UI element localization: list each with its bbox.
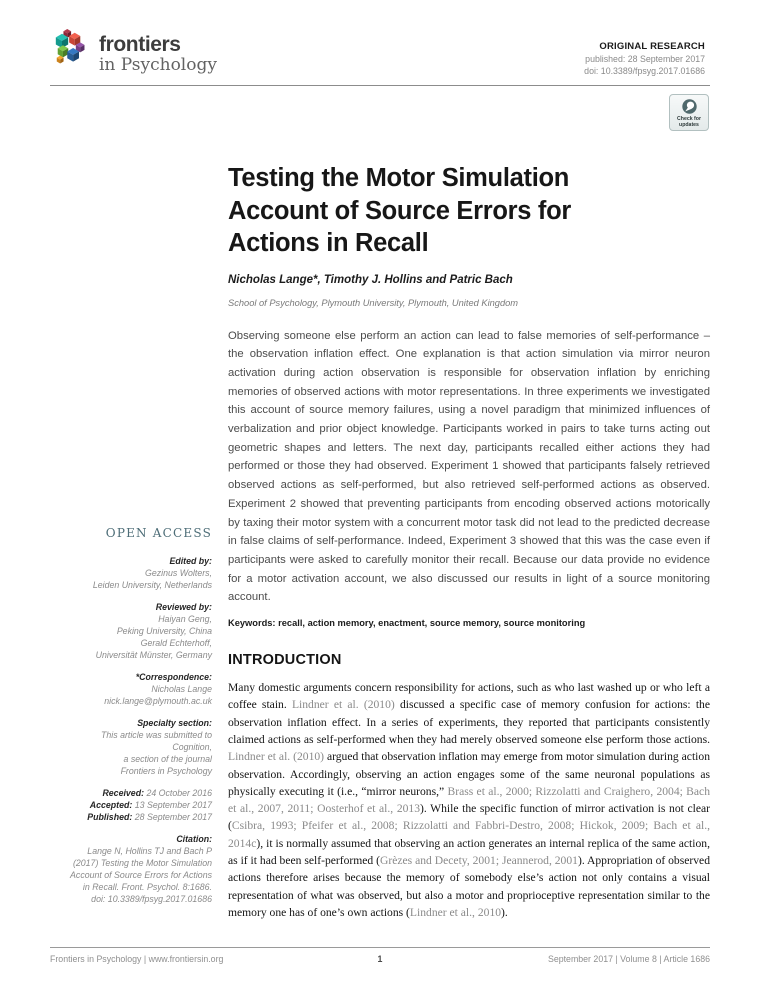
article-type-label: ORIGINAL RESEARCH — [599, 41, 705, 52]
body-text: ). Appropriation of observed actions therefore arises because the memory of somebody else’s action not only contains a visual representation of what was observed, but also a motor and proprioceptive representation similar to the memory one has of one’s own actions ( — [228, 854, 710, 919]
sidebar-group — [50, 555, 212, 591]
body-text: argued that observation inflation may emerge from motor simulation during action observation. Accordingly, observing an action engages some of the same neuronal populations as physically executing it (i.e., “mirror neurons,” — [228, 750, 710, 798]
sidebar-line: Account of Source Errors for Actions — [70, 870, 212, 880]
footer-journal-url[interactable]: Frontiers in Psychology | www.frontiersin.org — [50, 954, 224, 964]
body-text: ). — [501, 905, 508, 919]
sidebar-group — [50, 717, 212, 777]
citation-link[interactable]: Lindner et al. (2010) — [291, 698, 395, 712]
introduction-heading: INTRODUCTION — [228, 652, 342, 669]
footer-issue-info: September 2017 | Volume 8 | Article 1686 — [547, 954, 710, 964]
sidebar-date-line: Received: 24 October 2016 — [102, 788, 212, 798]
authors-line: Nicholas Lange*, Timothy J. Hollins and Patric Bach — [228, 273, 513, 286]
article-meta — [584, 41, 705, 77]
title-line: Testing the Motor Simulation — [228, 164, 570, 192]
citation-link[interactable]: Brass et al., 2000; Rizzolatti and Craighero, 2004; Bach et al., 2007, 2011; Oosterhof et al., 2013 — [228, 784, 710, 816]
sidebar-group-label: Edited by: — [169, 556, 212, 566]
sidebar-group-label: Specialty section: — [137, 718, 212, 728]
body-text: discussed a specific case of memory confusion for actions: the observation inflation effect. In a series of experiments, they reported that participants consistently claimed actions as self-performed when they had merely observed someone else perform those actions. — [228, 698, 710, 746]
sidebar-group-label: Citation: — [176, 834, 212, 844]
check-for-updates-badge[interactable] — [669, 94, 709, 131]
body-text: ), it is normally assumed that observing an action generates an internal replica of the same action, as if it had been self-performed ( — [228, 836, 710, 868]
sidebar-group — [50, 601, 212, 661]
citation-link[interactable]: Grèzes and Decety, 2001; Jeannerod, 2001 — [380, 854, 578, 868]
sidebar-line: Universität Münster, Germany — [95, 650, 212, 660]
sidebar-line: (2017) Testing the Motor Simulation — [72, 858, 212, 868]
published-line: published: 28 September 2017 — [585, 54, 705, 64]
sidebar-line: Gezinus Wolters, — [145, 568, 212, 578]
page-footer — [50, 954, 710, 964]
sidebar-line: doi: 10.3389/fpsyg.2017.01686 — [91, 894, 212, 904]
footer-divider — [50, 947, 710, 948]
sidebar-line: Lange N, Hollins TJ and Bach P — [87, 846, 212, 856]
title-line: Actions in Recall — [228, 229, 429, 257]
sidebar-group — [50, 787, 212, 823]
body-text: ). While the specific function of mirror activation is not clear ( — [228, 802, 710, 833]
correspondence-email[interactable]: nick.lange@plymouth.ac.uk — [104, 696, 212, 706]
sidebar-group-label: *Correspondence: — [135, 672, 212, 682]
citation-link[interactable]: Lindner et al., 2010 — [409, 905, 502, 919]
frontiers-cubes-icon — [54, 29, 90, 69]
sidebar-line: Gerald Echterhoff, — [140, 638, 212, 648]
introduction-paragraph — [228, 679, 710, 921]
sidebar-groups — [50, 555, 212, 905]
sidebar-line: in Recall. Front. Psychol. 8:1686. — [82, 882, 212, 892]
sidebar-group-label: Reviewed by: — [155, 602, 212, 612]
doi-line[interactable]: doi: 10.3389/fpsyg.2017.01686 — [584, 66, 705, 76]
sidebar-line: Leiden University, Netherlands — [92, 580, 212, 590]
journal-name: in Psychology — [99, 55, 217, 75]
header-divider — [50, 85, 710, 86]
logo-text — [99, 29, 217, 75]
abstract-text: Observing someone else perform an action can lead to false memories of self-performance – the observation inflation effect. One explanation is that action simulation via mirror neuron activation during action observation is responsible for observation inflation by enriching memories of observed actions with motor representations. In three experiments we investigated this account of source memory failures, using a novel paradigm that minimized influences of verbalization and prior object knowledge. Participants worked in pairs to take turns acting out geometric shapes and letters. The next day, participants recalled either actions they had performed or those they had observed. Experiment 1 showed that participants falsely retrieved observed actions as self-performed, but also retrieved self-performed actions as observed. Experiment 2 showed that preventing participants from encoding observed actions motorically by taxing their motor system with a concurrent motor task did not lead to the predicted decrease in false claims of self-performance. Indeed, Experiment 3 showed that this was the case even if participants were asked to carefully monitor their recall. Because our data provide no evidence for a motor activation account, we also discussed our results in light of a source monitoring account. — [228, 329, 710, 604]
check-updates-label: Check for updates — [677, 116, 701, 128]
affiliation-line: School of Psychology, Plymouth University, Plymouth, United Kingdom — [228, 297, 519, 308]
body-text: Many domestic arguments concern responsibility for actions, such as who last washed up or who left a coffee stain. — [228, 681, 710, 712]
sidebar-line: Frontiers in Psychology — [120, 766, 212, 776]
sidebar-date-line: Accepted: 13 September 2017 — [89, 800, 212, 810]
sidebar-line: Nicholas Lange — [151, 684, 212, 694]
sidebar-line: This article was submitted to — [101, 730, 212, 740]
sidebar-date-line: Published: 28 September 2017 — [87, 812, 212, 822]
article-sidebar — [50, 527, 212, 915]
brand-name: frontiers — [99, 33, 181, 56]
page-title — [228, 162, 710, 260]
crossmark-icon — [681, 98, 698, 115]
sidebar-line: Peking University, China — [116, 626, 212, 636]
sidebar-group — [50, 833, 212, 905]
citation-link[interactable]: Csibra, 1993; Pfeifer et al., 2008; Rizzolatti and Fabbri-Destro, 2008; Hickok, 2009; Bach et al., 2014c — [228, 819, 710, 850]
title-line: Account of Source Errors for — [228, 196, 571, 225]
footer-page-number: 1 — [377, 954, 383, 964]
open-access-label: OPEN ACCESS — [105, 526, 212, 540]
article-main — [228, 162, 710, 921]
sidebar-group — [50, 671, 212, 707]
sidebar-line: Haiyan Geng, — [158, 614, 212, 624]
keywords-line: Keywords: recall, action memory, enactment, source memory, source monitoring — [228, 618, 586, 629]
frontiers-logo — [54, 29, 217, 75]
sidebar-line: Cognition, — [172, 742, 212, 752]
sidebar-line: a section of the journal — [123, 754, 212, 764]
citation-link[interactable]: Lindner et al. (2010) — [228, 750, 325, 764]
